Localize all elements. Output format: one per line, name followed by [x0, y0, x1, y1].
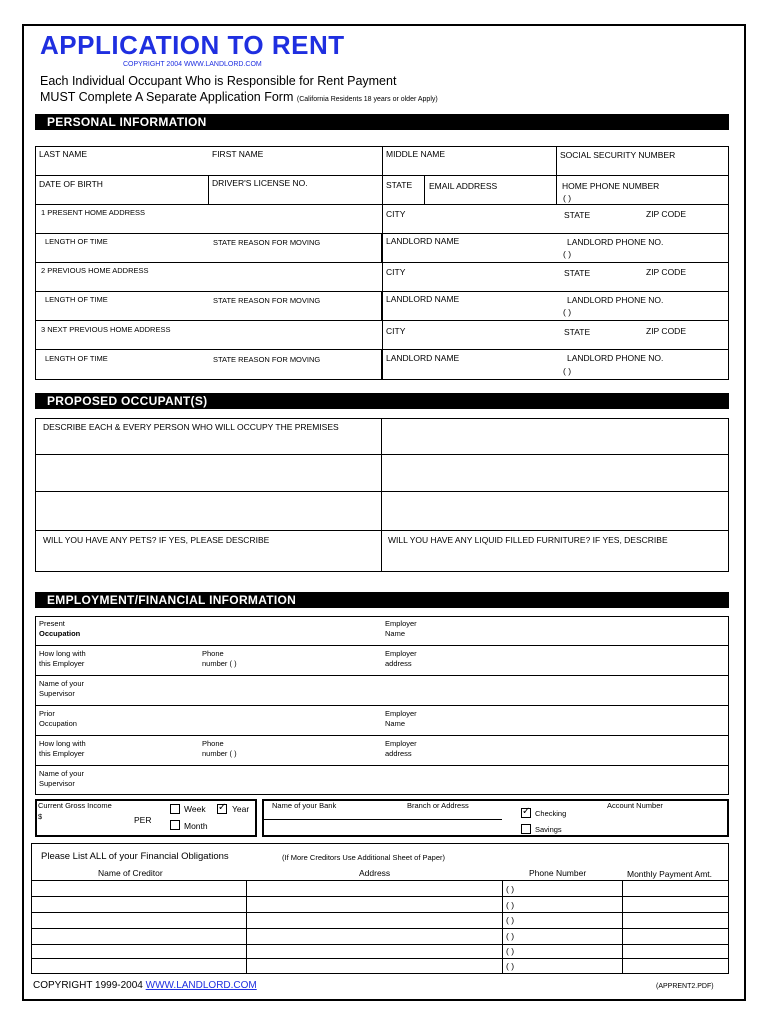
- footer-link[interactable]: WWW.LANDLORD.COM: [145, 980, 257, 991]
- creditor-phone-3[interactable]: ( ): [506, 915, 515, 925]
- occupants-section-header: PROPOSED OCCUPANT(S): [35, 393, 729, 409]
- landlord-3-label: LANDLORD NAME: [386, 353, 460, 363]
- creditor-phone-5[interactable]: ( ): [506, 946, 515, 956]
- employer-address-1-sub: address: [385, 659, 412, 668]
- year-checkbox[interactable]: [217, 804, 227, 814]
- liquid-furniture-field[interactable]: [384, 546, 726, 570]
- dollar-sign: $: [38, 812, 43, 821]
- intro-note: (California Residents 18 years or older Apply): [296, 96, 438, 103]
- state-1-label: STATE: [564, 210, 591, 220]
- creditor-phone-2[interactable]: ( ): [506, 900, 515, 910]
- email-field[interactable]: [429, 191, 552, 202]
- pets-label: WILL YOU HAVE ANY PETS? IF YES, PLEASE DESCRIBE: [43, 535, 270, 545]
- landlord-1-label: LANDLORD NAME: [386, 236, 460, 246]
- month-checkbox[interactable]: [170, 820, 180, 830]
- col-address: Address: [359, 868, 391, 878]
- intro-line-1: Each Individual Occupant Who is Responsible for Rent Payment: [40, 74, 397, 88]
- copyright-note: COPYRIGHT 2004 WWW.LANDLORD.COM: [123, 61, 262, 68]
- prior-label: Prior: [39, 709, 55, 718]
- per-label: PER: [134, 815, 152, 825]
- how-long-2-label: How long with: [39, 739, 86, 748]
- savings-checkbox[interactable]: [521, 824, 531, 834]
- middle-name-field[interactable]: [386, 159, 551, 173]
- obligations-note: (If More Creditors Use Additional Sheet of Paper): [282, 853, 445, 862]
- dob-field[interactable]: [39, 189, 204, 202]
- city-1-label: CITY: [386, 209, 406, 219]
- liquid-furniture-label: WILL YOU HAVE ANY LIQUID FILLED FURNITURE? IF YES, DESCRIBE: [388, 535, 668, 545]
- present-employer-name-label: Name: [385, 629, 406, 638]
- landlord-phone-3-field[interactable]: ( ): [563, 366, 572, 376]
- supervisor-2-label: Name of your: [39, 769, 85, 778]
- first-name-field[interactable]: [212, 159, 377, 173]
- home-phone-label: HOME PHONE NUMBER: [562, 181, 660, 191]
- reason-2-label: STATE REASON FOR MOVING: [213, 296, 321, 305]
- week-checkbox[interactable]: [170, 804, 180, 814]
- present-employer-label: Employer: [385, 619, 417, 628]
- intro-line-2: MUST Complete A Separate Application Form (California Residents 18 years or older Apply): [40, 90, 438, 104]
- describe-occupants-label: DESCRIBE EACH & EVERY PERSON WHO WILL OCCUPY THE PREMISES: [43, 422, 339, 432]
- landlord-phone-1-field[interactable]: ( ): [563, 249, 572, 259]
- year-label: Year: [232, 804, 250, 814]
- month-label: Month: [184, 821, 208, 831]
- gross-income-label: Current Gross Income: [38, 801, 112, 810]
- license-label: DRIVER'S LICENSE NO.: [212, 178, 308, 188]
- supervisor-1-sub: Supervisor: [39, 689, 75, 698]
- address-1-label: 1 PRESENT HOME ADDRESS: [41, 208, 146, 217]
- present-label: Present: [39, 619, 65, 628]
- reason-1-label: STATE REASON FOR MOVING: [213, 238, 321, 247]
- pets-field[interactable]: [38, 546, 378, 570]
- present-occupation-label: Occupation: [39, 629, 81, 638]
- employment-section-header: EMPLOYMENT/FINANCIAL INFORMATION: [35, 592, 729, 608]
- occupant-field-2[interactable]: [384, 456, 726, 489]
- gross-income-field[interactable]: [46, 812, 126, 823]
- landlord-2-label: LANDLORD NAME: [386, 294, 460, 304]
- col-payment: Monthly Payment Amt.: [627, 869, 713, 879]
- address-3-label: 3 NEXT PREVIOUS HOME ADDRESS: [41, 325, 171, 334]
- ssn-label: SOCIAL SECURITY NUMBER: [560, 150, 676, 160]
- how-long-2-sub: this Employer: [39, 749, 85, 758]
- landlord-phone-1-label: LANDLORD PHONE NO.: [567, 237, 664, 247]
- creditor-phone-6[interactable]: ( ): [506, 961, 515, 971]
- personal-section-header: PERSONAL INFORMATION: [35, 114, 729, 130]
- how-long-1-label: How long with: [39, 649, 86, 658]
- email-label: EMAIL ADDRESS: [429, 181, 498, 191]
- landlord-phone-2-field[interactable]: ( ): [563, 307, 572, 317]
- prior-occupation-label: Occupation: [39, 719, 77, 728]
- city-3-label: CITY: [386, 326, 406, 336]
- home-phone-field[interactable]: ( ): [563, 193, 572, 203]
- phone-1-label: Phone: [202, 649, 224, 658]
- license-field[interactable]: [212, 189, 377, 202]
- landlord-phone-3-label: LANDLORD PHONE NO.: [567, 353, 664, 363]
- last-name-label: LAST NAME: [39, 149, 88, 159]
- address-2-label: 2 PREVIOUS HOME ADDRESS: [41, 266, 149, 275]
- week-label: Week: [184, 804, 206, 814]
- footer-code: (APPRENT2.PDF): [656, 983, 714, 990]
- account-number-label: Account Number: [607, 801, 663, 810]
- state-label: STATE: [386, 180, 413, 190]
- length-2-label: LENGTH OF TIME: [45, 295, 108, 304]
- savings-label: Savings: [535, 825, 562, 834]
- occupant-field-1[interactable]: [38, 456, 378, 489]
- city-2-label: CITY: [386, 267, 406, 277]
- state-field[interactable]: [386, 191, 420, 202]
- checking-checkbox[interactable]: [521, 808, 531, 818]
- obligations-title: Please List ALL of your Financial Obligations: [41, 851, 229, 862]
- prior-employer-name-label: Name: [385, 719, 406, 728]
- bank-name-label: Name of your Bank: [272, 801, 337, 810]
- zip-1-label: ZIP CODE: [646, 209, 686, 219]
- landlord-phone-2-label: LANDLORD PHONE NO.: [567, 295, 664, 305]
- checking-label: Checking: [535, 809, 567, 818]
- supervisor-1-label: Name of your: [39, 679, 85, 688]
- branch-label: Branch or Address: [407, 801, 469, 810]
- phone-1-field[interactable]: number ( ): [202, 659, 237, 668]
- zip-2-label: ZIP CODE: [646, 267, 686, 277]
- creditor-phone-4[interactable]: ( ): [506, 931, 515, 941]
- form-title: APPLICATION TO RENT: [40, 30, 345, 60]
- phone-2-label: Phone: [202, 739, 224, 748]
- zip-3-label: ZIP CODE: [646, 326, 686, 336]
- creditor-phone-1[interactable]: ( ): [506, 884, 515, 894]
- ssn-field[interactable]: [560, 161, 725, 173]
- col-phone: Phone Number: [529, 868, 587, 878]
- length-3-label: LENGTH OF TIME: [45, 354, 108, 363]
- how-long-1-sub: this Employer: [39, 659, 85, 668]
- col-creditor: Name of Creditor: [98, 868, 163, 878]
- footer-copyright: COPYRIGHT 1999-2004 WWW.LANDLORD.COM: [33, 980, 257, 991]
- first-name-label: FIRST NAME: [212, 149, 264, 159]
- reason-3-label: STATE REASON FOR MOVING: [213, 355, 321, 364]
- dob-label: DATE OF BIRTH: [39, 179, 103, 189]
- last-name-field[interactable]: [39, 159, 199, 173]
- prior-employer-label: Employer: [385, 709, 417, 718]
- employer-address-1-label: Employer: [385, 649, 417, 658]
- middle-name-label: MIDDLE NAME: [386, 149, 446, 159]
- employer-address-2-label: Employer: [385, 739, 417, 748]
- length-1-label: LENGTH OF TIME: [45, 237, 108, 246]
- state-2-label: STATE: [564, 268, 591, 278]
- supervisor-2-sub: Supervisor: [39, 779, 75, 788]
- state-3-label: STATE: [564, 327, 591, 337]
- phone-2-field[interactable]: number ( ): [202, 749, 237, 758]
- employer-address-2-sub: address: [385, 749, 412, 758]
